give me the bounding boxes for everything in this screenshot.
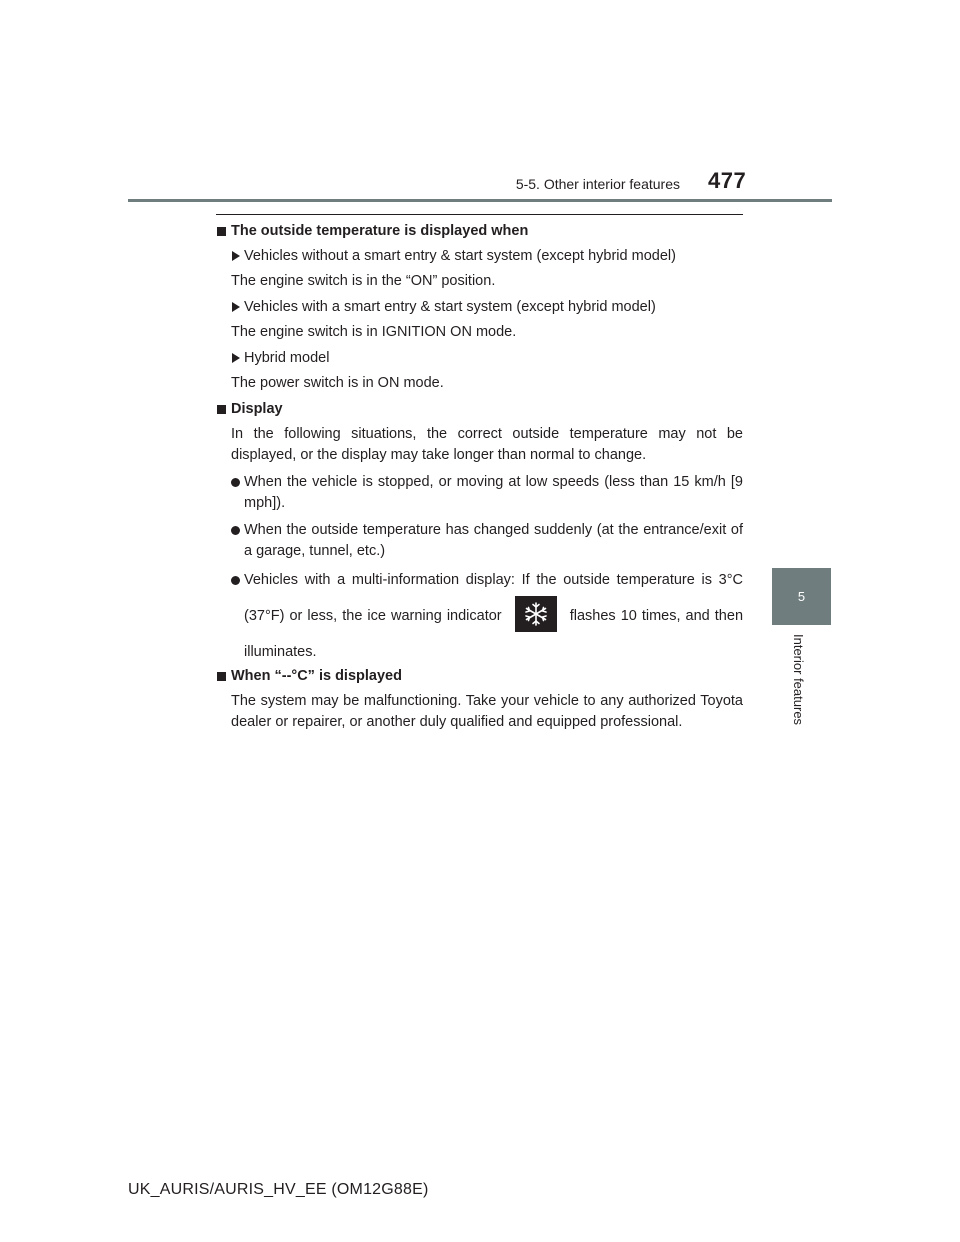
paragraph: In the following situations, the correct outside temperature may not be displayed, or the display may take longer than normal to change.: [231, 426, 743, 463]
section-title: 5-5. Other interior features: [515, 176, 680, 192]
condition-text: Vehicles with a smart entry & start system (except hybrid model): [244, 299, 656, 315]
list-item: [216, 472, 743, 514]
triangle-bullet-icon: [232, 302, 240, 312]
ice-warning-indicator-icon: [515, 596, 557, 632]
paragraph: The engine switch is in the “ON” position.: [231, 273, 496, 289]
heading-text: Display: [231, 401, 283, 417]
chapter-title: Interior features: [791, 634, 806, 726]
condition-item: [216, 348, 743, 369]
list-item: [216, 520, 743, 562]
condition-item: [216, 297, 743, 318]
square-bullet-icon: [217, 227, 226, 236]
chapter-tab: [772, 568, 831, 625]
list-item-text: Vehicles with a multi-information display: If the outside temperature is 3°C (37°F) or less, the ice warning indicator: [244, 572, 743, 624]
section-heading: [216, 666, 743, 687]
section-heading: [216, 221, 743, 242]
triangle-bullet-icon: [232, 353, 240, 363]
round-bullet-icon: [231, 478, 240, 487]
content-divider: [216, 214, 743, 215]
condition-item: [216, 246, 743, 267]
list-item-text: When the outside temperature has changed suddenly (at the entrance/exit of a garage, tunnel, etc.): [244, 522, 743, 559]
heading-text: The outside temperature is displayed when: [231, 223, 529, 239]
triangle-bullet-icon: [232, 251, 240, 261]
list-item: [216, 562, 743, 670]
heading-text: When “--°C” is displayed: [231, 668, 402, 685]
list-item-text: When the vehicle is stopped, or moving at low speeds (less than 15 km/h [9 mph]).: [244, 474, 743, 511]
page-content: [216, 221, 743, 739]
paragraph: The system may be malfunctioning. Take your vehicle to any authorized Toyota dealer or repairer, or another duly qualified and equipped professional.: [231, 693, 743, 731]
condition-text: Vehicles without a smart entry & start system (except hybrid model): [244, 248, 676, 264]
square-bullet-icon: [217, 405, 226, 414]
list-item-text: flashes 10 times, and then illuminates.: [244, 608, 744, 661]
paragraph: The power switch is in ON mode.: [231, 375, 444, 391]
page-number: 477: [708, 168, 747, 193]
model-code: UK_AURIS/AURIS_HV_EE (OM12G88E): [128, 1181, 429, 1198]
round-bullet-icon: [231, 526, 240, 535]
chapter-number: 5: [797, 589, 806, 604]
section-heading: [216, 399, 743, 420]
round-bullet-icon: [231, 576, 240, 585]
header-divider: [128, 199, 832, 202]
square-bullet-icon: [217, 672, 226, 681]
condition-text: Hybrid model: [244, 350, 330, 366]
paragraph: The engine switch is in IGNITION ON mode.: [231, 324, 517, 340]
